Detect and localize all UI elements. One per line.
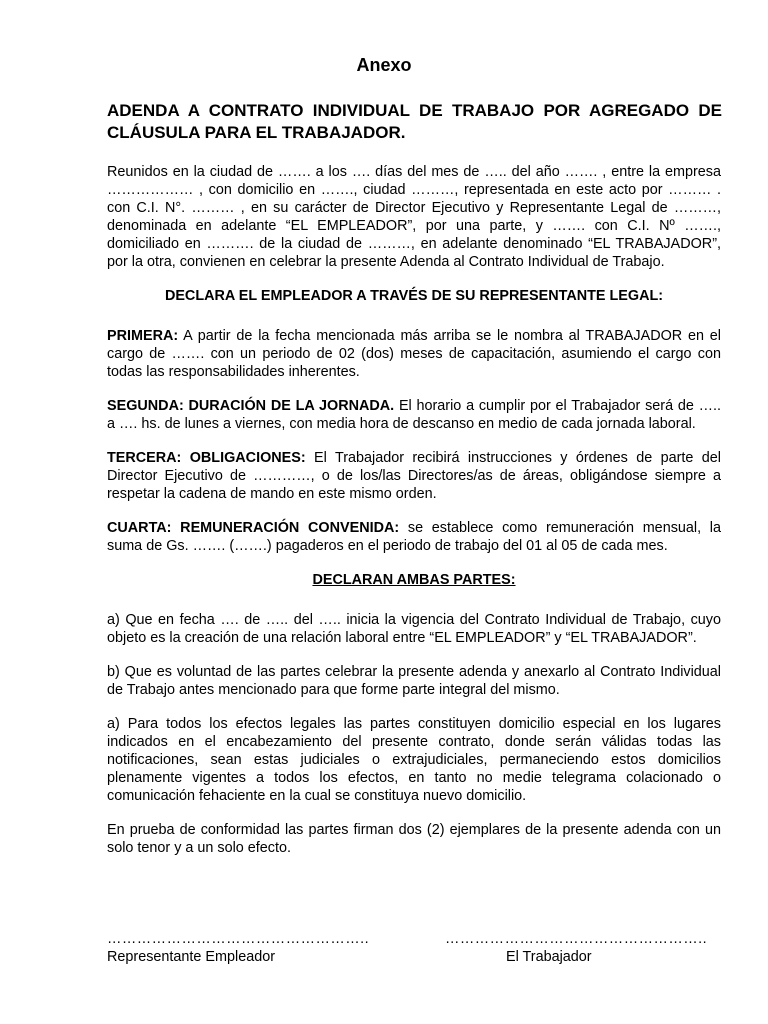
party-declaration-b: b) Que es voluntad de las partes celebrar la presente adenda y anexarlo al Contrato Individual de Trabajo antes mencionado para que forme parte integral del mismo. xyxy=(107,664,721,698)
party-declaration-domicile: a) Para todos los efectos legales las partes constituyen domicilio especial en los lugares indicados en el encabezamiento del presente contrato, donde serán válidas todas las notificaciones, sean estas judiciales o extrajudiciales, permaneciendo estos domicilios plenamente vigentes a todos los efectos, en tanto no medie telegrama colacionado o comunicación fehaciente en la cual se constituya nuevo domicilio. xyxy=(107,716,721,804)
signature-line: …………………………………………….. xyxy=(445,931,708,947)
section-title-ambas-partes: DECLARAN AMBAS PARTES: xyxy=(312,572,516,588)
signature-worker xyxy=(445,930,707,966)
clause-label: SEGUNDA: DURACIÓN DE LA JORNADA. xyxy=(107,398,395,414)
signature-employer xyxy=(107,930,369,966)
clause-text: El horario a cumplir por el Trabajador será de ….. a …. hs. de lunes a viernes, con media hora de descanso en medio de cada jornada laboral. xyxy=(107,398,721,432)
clause-primera xyxy=(107,327,721,381)
document-body xyxy=(107,163,721,873)
document-title: Anexo xyxy=(356,55,412,75)
clause-label: PRIMERA: xyxy=(107,328,179,344)
document-heading: ADENDA A CONTRATO INDIVIDUAL DE TRABAJO POR AGREGADO DE CLÁUSULA PARA EL TRABAJADOR. xyxy=(107,101,722,142)
signature-line: …………………………………………….. xyxy=(107,931,370,947)
clause-label: TERCERA: OBLIGACIONES: xyxy=(107,450,306,466)
clause-tercera xyxy=(107,449,721,503)
intro-paragraph: Reunidos en la ciudad de ……. a los …. días del mes de ….. del año ……. , entre la empresa ……………… , con domicilio en ……., ciudad ………, representada en este acto por ……… . con C.I. N°. ……… , en su carácter de Director Ejecutivo y Representante Legal de ………, denominada en adelante “EL EMPLEADOR”, por una parte, y ……. con C.I. Nº ……., domiciliado en ………. de la ciudad de ………, en adelante denominado “EL TRABAJADOR”, por la otra, convienen en celebrar la presente Adenda al Contrato Individual de Trabajo. xyxy=(107,164,721,270)
closing-paragraph: En prueba de conformidad las partes firman dos (2) ejemplares de la presente adenda con un solo tenor y a un solo efecto. xyxy=(107,822,721,856)
clause-text: El Trabajador recibirá instrucciones y órdenes de parte del Director Ejecutivo de …………, o de los/las Directores/as de áreas, obligándose siempre a respetar la cadena de mando en este mismo orden. xyxy=(107,450,721,502)
clause-cuarta xyxy=(107,519,721,555)
clause-segunda xyxy=(107,397,721,433)
clause-text: A partir de la fecha mencionada más arriba se le nombra al TRABAJADOR en el cargo de ……. con un periodo de 02 (dos) meses de capacitación, asumiendo el cargo con todas las responsabilidades inherentes. xyxy=(107,328,721,380)
signature-label: El Trabajador xyxy=(506,949,592,965)
section-title-empleador: DECLARA EL EMPLEADOR A TRAVÉS DE SU REPRESENTANTE LEGAL: xyxy=(164,288,664,304)
clause-label: CUARTA: REMUNERACIÓN CONVENIDA: xyxy=(107,520,400,536)
signature-label: Representante Empleador xyxy=(107,949,275,965)
clause-text: se establece como remuneración mensual, la suma de Gs. ……. (…….) pagaderos en el periodo de trabajo del 01 al 05 de cada mes. xyxy=(107,520,721,554)
party-declaration-a: a) Que en fecha …. de ….. del ….. inicia la vigencia del Contrato Individual de Trabajo, cuyo objeto es la creación de una relación laboral entre “EL EMPLEADOR” y “EL TRABAJADOR”. xyxy=(107,612,721,646)
